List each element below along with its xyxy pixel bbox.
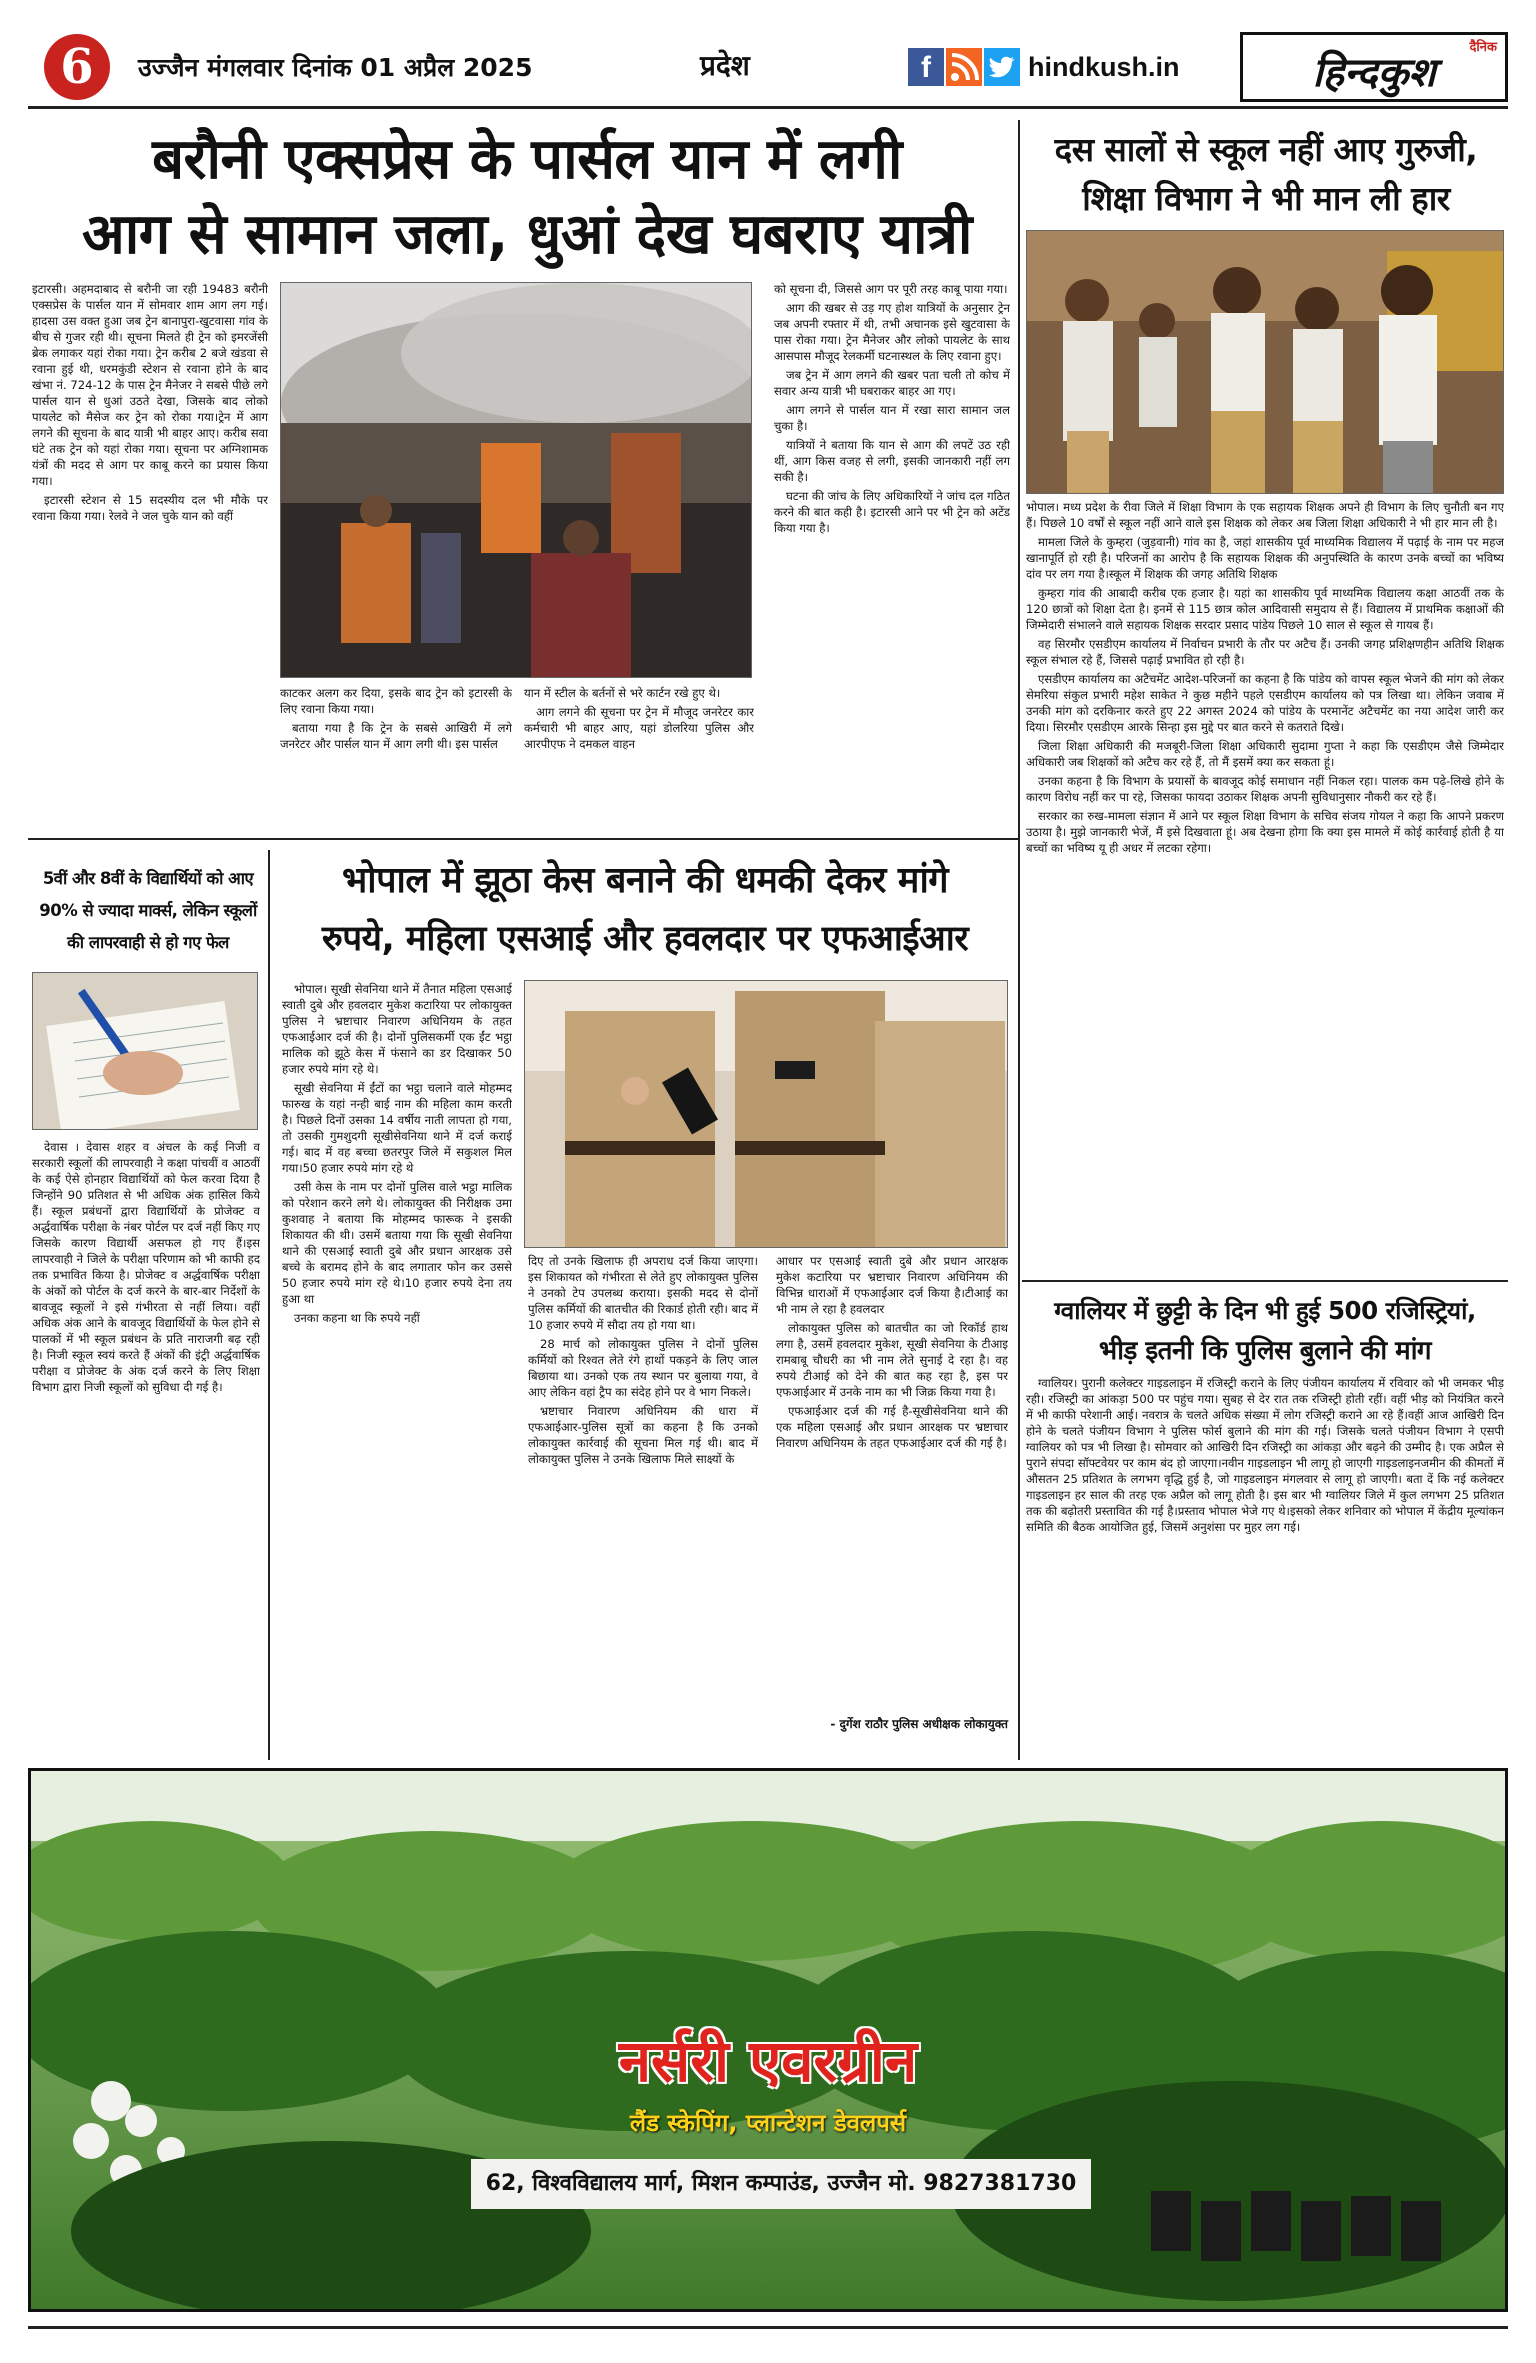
story2-para: वह सिरमौर एसडीएम कार्यालय में निर्वाचन प्रभारी के तौर पर अटैच हैं। उनकी जगह प्रशिक्षणहीन अतिथि शिक्षक स्कूल संभाल रहे हैं, जिससे पढ़ाई प्रभावित हो रही है। — [1026, 636, 1504, 667]
story4-col3-para: आधार पर एसआई स्वाती दुबे और प्रधान आरक्षक मुकेश कटारिया पर भ्रष्टाचार निवारण अधिनियम की विभिन्न धाराओं में एफआईआर दर्ज किया है।टीआई का भी नाम ले रहा है हवलदार — [776, 1254, 1008, 1316]
page-number-badge: 6 — [44, 34, 110, 100]
story4-col2-para: भ्रष्टाचार निवारण अधिनियम की धारा में एफआईआर-पुलिस सूत्रों का कहना है कि उनको लोकायुक्त कार्रवाई की सूचना मिल गई थी। बाद में लोकायुक्त पुलिस ने उनके खिलाफ मिले साक्ष्यों के — [528, 1403, 758, 1466]
story4-col3-para: एफआईआर दर्ज की गई है-सूखीसेवनिया थाने की एक महिला एसआई और प्रधान आरक्षक पर भ्रष्टाचार निवारण अधिनियम के तहत एफआईआर दर्ज की गई है। — [776, 1403, 1008, 1450]
story1-col4-para: यात्रियों ने बताया कि यान से आग की लपटें उठ रही थीं, आग किस वजह से लगी, इसकी जानकारी नहीं लग सकी है। — [774, 437, 1010, 484]
rss-icon[interactable] — [946, 48, 982, 86]
story1-column-2 — [280, 686, 512, 836]
story3-headline-line2: 90% से ज्यादा मार्क्स, लेकिन स्कूलों — [39, 901, 257, 920]
story2-para: उनका कहना है कि विभाग के प्रयासों के बावजूद कोई समाधान नहीं निकल रहा। पालक कम पढ़े-लिखे होने के कारण विरोध नहीं कर पा रहे, जिसका फायदा उठाकर शिक्षक अपनी सुविधानुसार नौकरी कर रहे हैं। — [1026, 773, 1504, 804]
story4-byline: - दुर्गेश राठौर पुलिस अधीक्षक लोकायुक्त — [830, 1717, 1008, 1731]
story5-headline-line1: ग्वालियर में छुट्टी के दिन भी हुई 500 रजिस्ट्रियां, — [1054, 1296, 1476, 1325]
story2-para: एसडीएम कार्यालय का अटैचमेंट आदेश-परिजनों का कहना है कि पांडेय को वापस स्कूल भेजने की मांग को लेकर सेमरिया संकुल प्रभारी महेश साकेत ने कुछ महीने पहले एसडीएम कार्यालय को पत्र लिखा था। लेकिन जवाब में उनकी मांग को दरकिनार करते हुए 22 अगस्त 2024 को पांडेय के परमानेंट अटैचमेंट का नया आदेश जारी कर दिया। सिरमौर एसडीएम आरके सिन्हा इस मुद्दे पर बात करने से कतराते दिखे। — [1026, 671, 1504, 734]
story4-col1-para: सूखी सेवनिया में ईंटों का भट्ठा चलाने वाले मोहम्मद फारुख के यहां नन्ही बाई नाम की महिला काम करती है। पिछले दिनों उसका 14 वर्षीय नाती लापता हो गया, तो उसकी गुमशुदगी सूखीसेवनिया थाने में दर्ज कराई गई। बाद में वह बच्चा छतरपुर जिले में सकुशल मिल गया।50 हजार रुपये मांग रहे थे — [282, 1080, 512, 1175]
story1-col2-para: बताया गया है कि ट्रेन के सबसे आखिरी में लगे जनरेटर और पार्सल यान में आग लगी थी। इस पार्सल — [280, 720, 512, 751]
story4-col1-para: उसी केस के नाम पर दोनों पुलिस वाले भट्ठा मालिक को परेशान करने लगे थे। लोकायुक्त की निरीक्षक उमा कुशवाह ने बताया कि मोहम्मद फारूक ने इसकी शिकायत की थी। उसमें बताया गया कि सूखी सेवनिया थाने की एसआई स्वाती दुबे और प्रधान आरक्षक उसे बच्चे के बरामद होने के बाद लगातार फोन कर उससे 50 हजार रुपये मांग रहे थे।10 हजार रुपये देना तय हुआ था — [282, 1179, 512, 1306]
twitter-icon[interactable] — [984, 48, 1020, 86]
story5-body — [1026, 1376, 1504, 1758]
story1-col3-para: आग लगने की सूचना पर ट्रेन में मौजूद जनरेटर कार कर्मचारी भी बाहर आए, यहां डोलरिया पुलिस और आरपीएफ ने दमकल वाहन — [524, 704, 754, 751]
story4-col2-para: 28 मार्च को लोकायुक्त पुलिस ने दोनों पुलिस कर्मियों को रिश्वत लेते रंगे हाथों पकड़ने के लिए जाल बिछाया था। उनको एक तय स्थान पर बुलाया गया, वे आए लेकिन वहां ट्रैप का संदेह होने पर वे भाग निकले। — [528, 1336, 758, 1399]
story1-headline-line2: आग से सामान जला, धुआं देख घबराए यात्री — [82, 202, 972, 267]
story1-col1-para: इटारसी स्टेशन से 15 सदस्यीय दल भी मौके पर रवाना किया गया। रेलवे ने जल चुके यान को वहीं — [32, 492, 268, 523]
story2-body — [1026, 500, 1504, 1320]
story3-headline-line3: की लापरवाही से हो गए फेल — [67, 933, 229, 952]
facebook-icon[interactable]: f — [908, 48, 944, 86]
newspaper-logo — [1240, 32, 1508, 102]
story2-para: मामला जिले के कुम्हरा (जुड़वानी) गांव का है, जहां शासकीय पूर्व माध्यमिक विद्यालय में पढ़ाई के नाम पर महज खानापूर्ति हो रही है। परिजनों का आरोप है कि सहायक शिक्षक की अनुपस्थिति के कारण उनके बच्चों का भविष्य दांव पर लग गया है।स्कूल में शिक्षक की जगह अतिथि शिक्षक — [1026, 534, 1504, 581]
story1-col4-para: घटना की जांच के लिए अधिकारियों ने जांच दल गठित करने की बात कही है। इटारसी आने पर भी ट्रेन को अटेंड किया गया है। — [774, 488, 1010, 535]
story1-column-1 — [32, 282, 268, 830]
train-fire-photo — [280, 282, 752, 678]
page-bottom-rule — [28, 2326, 1508, 2329]
story1-col4-para: आग की खबर से उड़ गए होश यात्रियों के अनुसार ट्रेन जब अपनी रफ्तार में थी, तभी अचानक इसे खुटवासा के पास रोका गया। ट्रेन मैनेजर और लोको पायलेट के साथ आसपास मौजूद रेलकर्मी घटनास्थल के लिए रवाना हुए। — [774, 300, 1010, 363]
student-writing-photo — [32, 972, 258, 1130]
story4-col3-para: लोकायुक्त पुलिस को बातचीत का जो रिकॉर्ड हाथ लगा है, उसमें हवलदार मुकेश, सूखी सेवनिया के टीआइ रामबाबू चौधरी का भी नाम लेते सुनाई दे रहा है। वह रुपये टीआई को देने की बात कह रहा है, इस पर एफआईआर में उनके नाम का भी जिक्र किया गया है। — [776, 1320, 1008, 1399]
story4-column-3 — [776, 1254, 1008, 1714]
story3-headline-line1: 5वीं और 8वीं के विद्यार्थियों को आए — [42, 869, 254, 888]
story3-body — [32, 1140, 260, 1760]
story4-column-2 — [528, 1254, 758, 1758]
police-officers-photo — [524, 980, 1008, 1248]
story4-headline-line1: भोपाल में झूठा केस बनाने की धमकी देकर मांगे — [341, 860, 949, 901]
story5-para: ग्वालियर। पुरानी कलेक्टर गाइडलाइन में रजिस्ट्री कराने के लिए पंजीयन कार्यालय में रविवार को भी जमकर भीड़ रही। रजिस्ट्री का आंकड़ा 500 पर पहुंच गया। सुबह से देर रात तक रजिस्ट्री होती रहीं। वहीं भीड़ को नियंत्रित करने में भी काफी परेशानी आई। नवरात्र के चलते अधिक संख्या में लोग रजिस्ट्री कराने आ रहे हैं।वहीं आज आखिरी दिन होने के चलते पंजीयन विभाग ने पुलिस फोर्स बुलाने की मांग की गई। जिसके चलते पंजीयन विभाग ने एसपी ग्वालियर को पत्र भी लिखा है। सोमवार को आखिरी दिन रजिस्ट्री का आंकड़ा और बढ़ने की उम्मीद है। एक अप्रैल से पुराने संपदा सॉफ्टवेयर पर काम बंद हो जाएगा।नवीन गाइडलाइन भी लागू हो जाएगी गाइडलाइनजमीन की कीमतों में औसतन 25 प्रतिशत के लगभग वृद्धि हुई है, जो गाइडलाइन मंगलवार से लागू हो जाएगी। बता दें कि नई कलेक्टर गाइडलाइन हर साल की तरह एक अप्रैल को लागू होती है। इस बार भी ग्वालियर जिले में कुल लगभग 25 प्रतिशत तक की बढ़ोतरी प्रस्तावित की गई है।प्रस्ताव भोपाल भेजे गए थे।इसको लेकर शनिवार को भोपाल में केंद्रीय मूल्यांकन समिति की बैठक आयोजित हुई, जिसमें अनुशंसा पर मुहर लग गई। — [1026, 1376, 1504, 1534]
ad-subtitle: लैंड स्केपिंग, प्लान्टेशन डेवलपर्स — [629, 2109, 907, 2137]
ad-address: 62, विश्वविद्यालय मार्ग, मिशन कम्पाउंड, उज्जैन मो. 9827381730 — [471, 2159, 1091, 2209]
logo-main-text: हिन्दकुश — [1312, 49, 1436, 96]
story2-para: कुम्हरा गांव की आबादी करीब एक हजार है। यहां का शासकीय पूर्व माध्यमिक विद्यालय कक्षा आठवीं तक के 120 छात्रों को शिक्षा देता है। इनमें से 115 छात्र कोल आदिवासी समुदाय से हैं। विद्यालय में प्राथमिक कक्षाओं की जिम्मेदारी संभालने वाले सहायक शिक्षक सरदार प्रसाद पांडेय पिछले 10 साल से स्कूल से गायब हैं। — [1026, 585, 1504, 632]
story-divider — [28, 838, 1018, 840]
story1-column-3 — [524, 686, 754, 836]
story4-column-1 — [282, 982, 512, 1758]
column-divider — [268, 850, 270, 1760]
story1-headline-line1: बरौनी एक्सप्रेस के पार्सल यान में लगी — [152, 127, 902, 192]
story1-col4-para: को सूचना दी, जिससे आग पर पूरी तरह काबू पाया गया। — [774, 282, 1008, 296]
school-children-photo — [1026, 230, 1504, 494]
column-divider — [1018, 120, 1020, 1760]
masthead — [28, 32, 1508, 106]
story5-headline-line2: भीड़ इतनी कि पुलिस बुलाने की मांग — [1098, 1336, 1432, 1366]
masthead-rule — [28, 106, 1508, 109]
nursery-advertisement[interactable] — [28, 1768, 1508, 2312]
ad-title: नर्सरी एवरग्रीन — [618, 2027, 918, 2095]
story4-col2-para: दिए तो उनके खिलाफ ही अपराध दर्ज किया जाएगा। इस शिकायत को गंभीरता से लेते हुए लोकायुक्त पुलिस ने उनको टेप उपलब्ध कराया। इसकी मदद से दोनों पुलिस कर्मियों की बातचीत की रिकार्ड होती रही। बाद में 10 हजार रुपये में सौदा तय हो गया था। — [528, 1254, 758, 1332]
story-divider — [1022, 1280, 1508, 1282]
story2-headline-line2: शिक्षा विभाग ने भी मान ली हार — [1082, 179, 1450, 218]
story2-para: भोपाल। मध्य प्रदेश के रीवा जिले में शिक्षा विभाग के एक सहायक शिक्षक अपने ही विभाग के लिए चुनौती बन गए हैं। पिछले 10 वर्षों से स्कूल नहीं आने वाले इस शिक्षक को लेकर अब जिला शिक्षा अधिकारी ने भी हार मान ली है। — [1026, 500, 1504, 530]
section-title: प्रदेश — [700, 49, 750, 82]
story2-para: सरकार का रुख-मामला संज्ञान में आने पर स्कूल शिक्षा विभाग के सचिव संजय गोयल ने कहा कि आपने प्रकरण उठाया है। मुझे जानकारी भेजें, मैं इसे दिखवाता हूं। अब देखना होगा कि क्या इस मामले में कोई कार्रवाई होती है या बच्चों का भविष्य यू ही अधर में लटका रहेगा। — [1026, 808, 1504, 855]
story2-headline-line1: दस सालों से स्कूल नहीं आए गुरुजी, — [1054, 130, 1478, 169]
story4-col1-para: भोपाल। सूखी सेवनिया थाने में तैनात महिला एसआई स्वाती दुबे और हवलदार मुकेश कटारिया पर लोकायुक्त पुलिस ने भ्रष्टाचार निवारण अधिनियम के तहत एफआईआर दर्ज की है। दोनों पुलिसकर्मी एक ईंट भट्ठा मालिक को झूठे केस में फंसाने का डर दिखाकर 50 हजार रुपये मांग रहे थे। — [282, 982, 512, 1076]
story1-col4-para: आग लगने से पार्सल यान में रखा सारा सामान जल चुका है। — [774, 402, 1010, 433]
story3-para: देवास । देवास शहर व अंचल के कई निजी व सरकारी स्कूलों की लापरवाही ने कक्षा पांचवीं व आठवीं के कई ऐसे होनहार विद्यार्थियों को फेल करवा दिया है जिन्होंने 90 प्रतिशत से भी अधिक अंक हासिल किये हैं। स्कूल प्रबंधनों द्वारा विद्यार्थियों के प्रोजेक्ट व अर्द्धवार्षिक परीक्षा के नंबर पोर्टल पर दर्ज नहीं किए गए जिसके कारण विद्यार्थी असफल हो गए हैं।इस लापरवाही ने जिले के परीक्षा परिणाम को भी काफी हद तक प्रभावित किया है। प्रोजेक्ट व अर्द्धवार्षिक परीक्षा के अंकों को पोर्टल के दर्ज करने के बार-बार निर्देशों के बावजूद स्कूलों ने इसे गंभीरता से नहीं लिया। वहीं अधिक अंक आने के बावजूद विद्यार्थियों के फेल होने से पालकों में भी स्कूल प्रबंधन के प्रति नाराजगी बढ़ रही है। निजी स्कूल स्वयं करते हैं अंकों की इंट्री अर्द्धवार्षिक परीक्षा व प्रोजेक्ट के अंक दर्ज करने के लिए शिक्षा विभाग द्वारा निजी स्कूलों को सुविधा दी गई है। — [32, 1140, 260, 1394]
story1-col2-para: काटकर अलग कर दिया, इसके बाद ट्रेन को इटारसी के लिए रवाना किया गया। — [280, 686, 512, 716]
story2-para: जिला शिक्षा अधिकारी की मजबूरी-जिला शिक्षा अधिकारी सुदामा गुप्ता ने कहा कि एसडीएम जैसे जिम्मेदार अधिकारी जब शिक्षकों को अटैच कर रहे हैं, तो मैं इसमें क्या कर सकता हूं। — [1026, 738, 1504, 769]
story1-col1-para: इटारसी। अहमदाबाद से बरौनी जा रही 19483 बरौनी एक्सप्रेस के पार्सल यान में सोमवार शाम आग लग गई। हादसा उस वक्त हुआ जब ट्रेन बानापुरा-खुटवासा गांव के बीच से गुजर रही थी। सूचना मिलते ही ट्रेन को इमरजेंसी ब्रेक लगाकर यहां रोका गया। ट्रेन करीब 2 बजे खंडवा से रवाना हुई थी, धरमकुंडी स्टेशन से रवाना होने के बाद खंभा नं. 724-12 के पास ट्रेन मैनेजर ने सबसे पीछे लगे पार्सल यान से धुआं उठते देखा, जिसके बाद लोको पायलेट को मैसेज कर ट्रेन को रोका गया।ट्रेन में आग लगने की सूचना के बाद यात्री भी बाहर आए। करीब सवा घंटे तक ट्रेन को यहां रोका गया। सूचना पर अग्निशामक यंत्रों की मदद से आग पर काबू करने का प्रयास किया गया। — [32, 282, 268, 488]
story4-col1-para: उनका कहना था कि रुपये नहीं — [294, 1310, 420, 1325]
story4-headline-line2: रुपये, महिला एसआई और हवलदार पर एफआईआर — [321, 919, 969, 959]
story1-column-4 — [774, 282, 1010, 836]
story1-col4-para: जब ट्रेन में आग लगने की खबर पता चली तो कोच में सवार अन्य यात्री भी घबराकर बाहर आ गए। — [774, 367, 1010, 398]
story1-col3-para: यान में स्टील के बर्तनों से भरे कार्टन रखे हुए थे। — [524, 686, 721, 700]
dateline: उज्जैन मंगलवार दिनांक 01 अप्रैल 2025 — [138, 53, 533, 82]
website-link[interactable]: hindkush.in — [1028, 52, 1180, 82]
logo-small-text: दैनिक — [1469, 40, 1497, 55]
